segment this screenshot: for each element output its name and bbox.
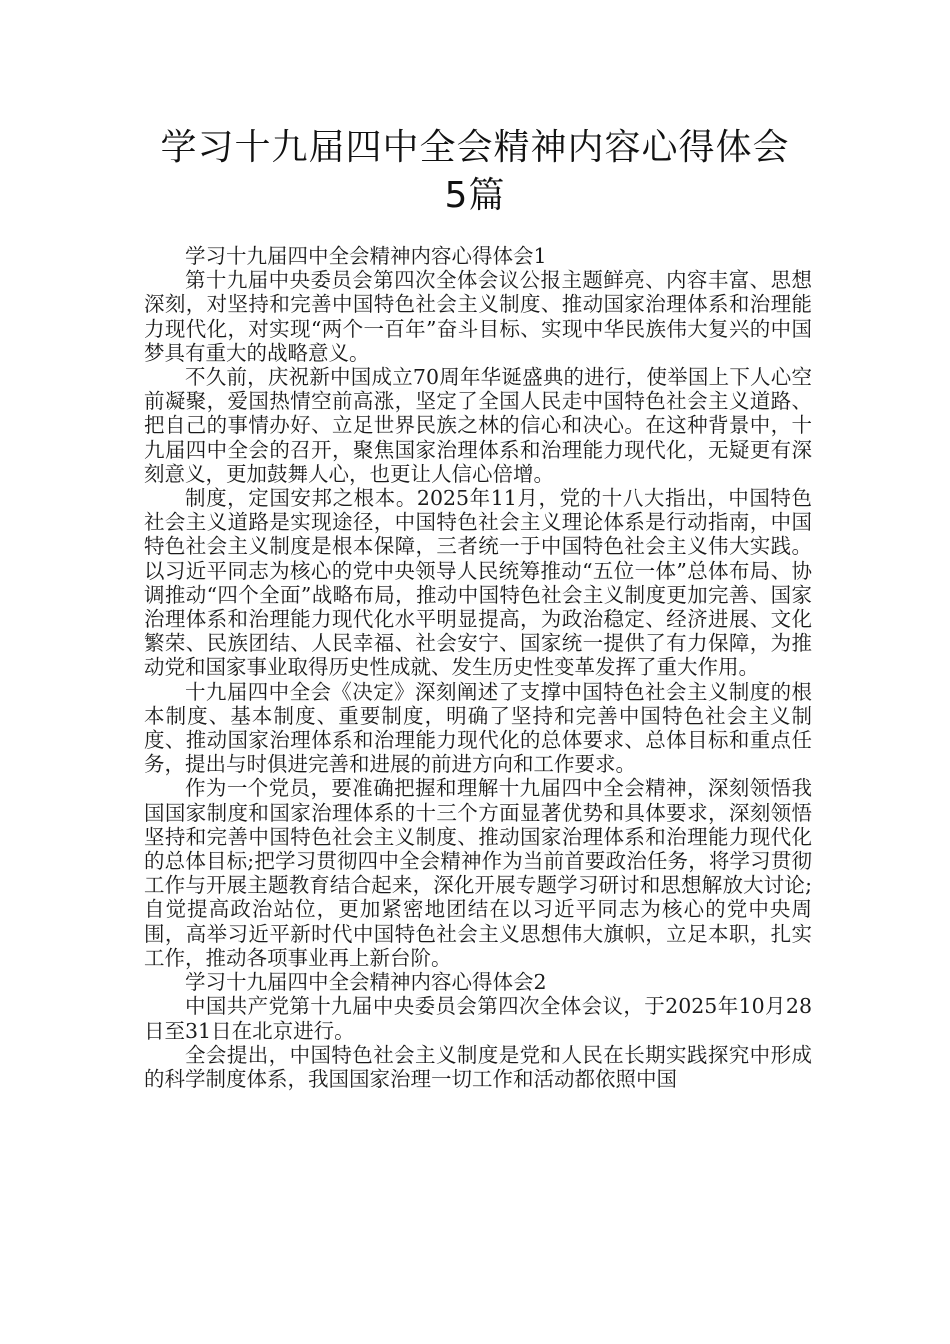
paragraph: 全会提出，中国特色社会主义制度是党和人民在长期实践探究中形成的科学制度体系，我国国家治理一切工作和活动都依照中国 — [144, 1042, 812, 1091]
paragraph: 中国共产党第十九届中央委员会第四次全体会议，于2025年10月28日至31日在北京进行。 — [144, 994, 812, 1043]
document-title — [100, 124, 850, 220]
title-line-2: 5篇 — [444, 175, 506, 216]
paragraph: 作为一个党员，要准确把握和理解十九届四中全会精神，深刻领悟我国国家制度和国家治理体系的十三个方面显著优势和具体要求，深刻领悟坚持和完善中国特色社会主义制度、推动国家治理体系和治理能力现代化的总体目标;把学习贯彻四中全会精神作为当前首要政治任务，将学习贯彻工作与开展主题教育结合起来，深化开展专题学习研讨和思想解放大讨论;自觉提高政治站位，更加紧密地团结在以习近平同志为核心的党中央周围，高举习近平新时代中国特色社会主义思想伟大旗帜，立足本职，扎实工作，推动各项事业再上新台阶。 — [144, 776, 812, 970]
paragraph: 十九届四中全会《决定》深刻阐述了支撑中国特色社会主义制度的根本制度、基本制度、重要制度，明确了坚持和完善中国特色社会主义制度、推动国家治理体系和治理能力现代化的总体要求、总体目标和重点任务，提出与时俱进完善和进展的前进方向和工作要求。 — [144, 679, 812, 777]
document-body — [144, 244, 812, 1091]
section-heading-2: 学习十九届四中全会精神内容心得体会2 — [185, 970, 547, 995]
paragraph: 不久前，庆祝新中国成立70周年华诞盛典的进行，使举国上下人心空前凝聚，爱国热情空前高涨，坚定了全国人民走中国特色社会主义道路、把自己的事情办好、立足世界民族之林的信心和决心。在这种背景中，十九届四中全会的召开，聚焦国家治理体系和治理能力现代化，无疑更有深刻意义，更加鼓舞人心，也更让人信心倍增。 — [144, 365, 812, 486]
section-heading-1: 学习十九届四中全会精神内容心得体会1 — [185, 244, 547, 268]
paragraph: 制度，定国安邦之根本。2025年11月，党的十八大指出，中国特色社会主义道路是实现途径，中国特色社会主义理论体系是行动指南，中国特色社会主义制度是根本保障，三者统一于中国特色社会主义伟大实践。以习近平同志为核心的党中央领导人民统筹推动“五位一体”总体布局、协调推动“四个全面”战略布局，推动中国特色社会主义制度更加完善、国家治理体系和治理能力现代化水平明显提高，为政治稳定、经济进展、文化繁荣、民族团结、人民幸福、社会安宁、国家统一提供了有力保障，为推动党和国家事业取得历史性成就、发生历史性变革发挥了重大作用。 — [144, 486, 812, 680]
title-line-1: 学习十九届四中全会精神内容心得体会 — [160, 127, 790, 168]
paragraph: 第十九届中央委员会第四次全体会议公报主题鲜亮、内容丰富、思想深刻，对坚持和完善中国特色社会主义制度、推动国家治理体系和治理能力现代化，对实现“两个一百年”奋斗目标、实现中华民族伟大复兴的中国梦具有重大的战略意义。 — [144, 268, 812, 365]
